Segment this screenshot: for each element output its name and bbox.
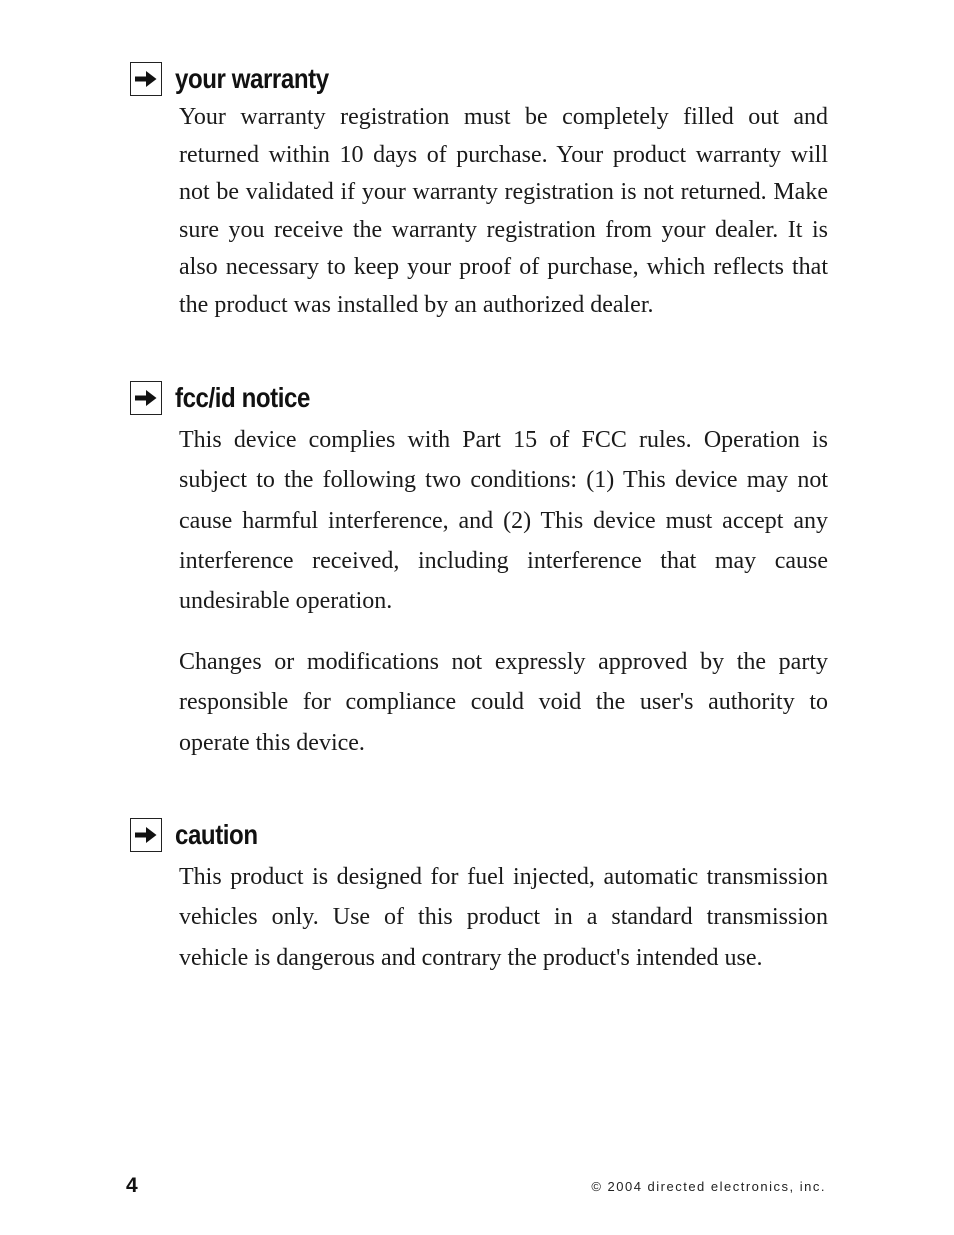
heading-fcc-id-notice: fcc/id notice (175, 382, 310, 413)
paragraph-fcc-modifications: Changes or modifications not expressly approved by the party responsible for compliance could void the user's authority to operate this device. (179, 649, 828, 756)
heading-caution: caution (175, 819, 258, 850)
arrow-right-icon (130, 818, 162, 852)
section-heading-caution (130, 818, 271, 852)
section-heading-warranty (130, 62, 354, 96)
paragraph-fcc-conditions: This device complies with Part 15 of FCC rules. Operation is subject to the following two conditions: (1) This device may not cause harmful interference, and (2) This device must accept any interference received, including interference that may cause undesirable operation. (179, 427, 828, 615)
section-heading-fcc (130, 381, 332, 415)
arrow-right-icon (130, 62, 162, 96)
arrow-right-icon (130, 381, 162, 415)
heading-your-warranty: your warranty (175, 63, 329, 94)
paragraph-warranty: Your warranty registration must be completely filled out and returned within 10 days of purchase. Your product warranty will not be validated if your warranty registration is not returned. Make sure you receive the warranty registration from your dealer. It is also necessary to keep your proof of purchase, which reflects that the product was installed by an authorized dealer. (179, 104, 828, 318)
copyright-notice: © 2004 directed electronics, inc. (591, 1179, 826, 1194)
page-number: 4 (126, 1174, 138, 1197)
paragraph-caution: This product is designed for fuel injected, automatic transmission vehicles only. Use of this product in a standard transmission vehicle is dangerous and contrary the product's intended use. (179, 864, 828, 971)
